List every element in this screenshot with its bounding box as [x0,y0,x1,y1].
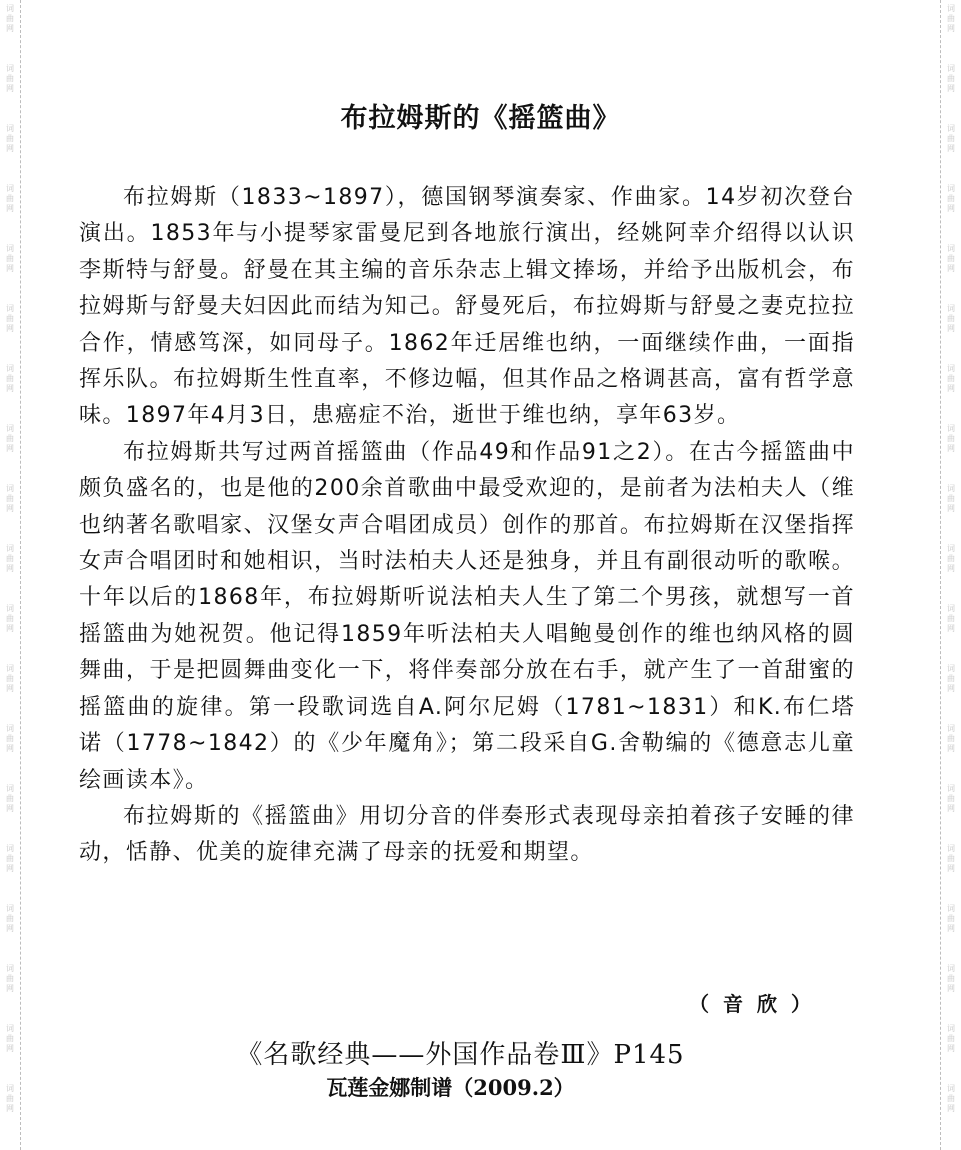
watermark-char: 网 [6,864,14,873]
watermark-mark [3,424,17,454]
watermark-char: 曲 [947,194,955,203]
watermark-char: 词 [947,124,955,133]
watermark-char: 词 [6,184,14,193]
watermark-char: 曲 [947,1034,955,1043]
watermark-char: 词 [947,364,955,373]
watermark-char: 词 [947,964,955,973]
watermark-mark [3,544,17,574]
watermark-char: 网 [6,24,14,33]
watermark-char: 词 [6,964,14,973]
watermark-char: 网 [6,984,14,993]
watermark-char: 网 [947,504,955,513]
watermark-mark [3,64,17,94]
watermark-char: 曲 [6,494,14,503]
watermark-char: 词 [947,544,955,553]
watermark-char: 网 [947,924,955,933]
watermark-char: 曲 [947,134,955,143]
watermark-char: 曲 [6,14,14,23]
author-signature: （音欣） [689,992,825,1016]
watermark-char: 网 [6,1104,14,1113]
watermark-char: 曲 [6,554,14,563]
watermark-mark [944,904,958,934]
watermark-char: 曲 [947,794,955,803]
watermark-mark [944,544,958,574]
watermark-char: 网 [6,1044,14,1053]
watermark-char: 词 [6,844,14,853]
watermark-char: 曲 [6,194,14,203]
watermark-char: 网 [6,384,14,393]
watermark-char: 网 [6,624,14,633]
watermark-char: 曲 [947,614,955,623]
watermark-char: 词 [6,4,14,13]
watermark-mark [944,484,958,514]
watermark-char: 词 [6,784,14,793]
watermark-char: 曲 [947,854,955,863]
watermark-mark [3,964,17,994]
watermark-char: 词 [6,364,14,373]
watermark-char: 词 [947,244,955,253]
watermark-char: 词 [6,424,14,433]
watermark-char: 词 [947,664,955,673]
watermark-char: 网 [6,324,14,333]
watermark-mark [944,364,958,394]
watermark-char: 网 [947,444,955,453]
watermark-mark [944,304,958,334]
watermark-char: 曲 [947,554,955,563]
watermark-char: 词 [6,904,14,913]
watermark-mark [3,484,17,514]
watermark-char: 词 [6,64,14,73]
watermark-char: 网 [947,984,955,993]
watermark-mark [944,964,958,994]
watermark-char: 词 [6,604,14,613]
watermark-mark [3,604,17,634]
watermark-char: 词 [947,844,955,853]
watermark-char: 词 [6,244,14,253]
watermark-char: 网 [6,684,14,693]
watermark-mark [3,364,17,394]
score-credit: 瓦莲金娜制谱（2009.2） [326,1075,575,1100]
watermark-char: 词 [947,304,955,313]
watermark-char: 词 [947,724,955,733]
watermark-char: 词 [6,544,14,553]
watermark-char: 曲 [947,494,955,503]
watermark-char: 词 [947,64,955,73]
watermark-char: 网 [6,144,14,153]
watermark-char: 词 [6,724,14,733]
watermark-mark [944,784,958,814]
watermark-char: 词 [6,304,14,313]
watermark-char: 网 [947,804,955,813]
watermark-mark [3,184,17,214]
watermark-char: 曲 [947,434,955,443]
watermark-char: 曲 [947,674,955,683]
watermark-char: 曲 [6,794,14,803]
watermark-char: 网 [6,924,14,933]
watermark-char: 网 [947,864,955,873]
watermark-mark [3,724,17,754]
watermark-char: 网 [6,264,14,273]
watermark-char: 曲 [947,734,955,743]
watermark-mark [944,64,958,94]
watermark-mark [944,724,958,754]
article-body [79,180,855,872]
watermark-char: 网 [947,1044,955,1053]
watermark-char: 网 [6,444,14,453]
watermark-char: 词 [947,784,955,793]
watermark-char: 曲 [6,1094,14,1103]
watermark-char: 网 [947,564,955,573]
watermark-char: 曲 [947,14,955,23]
watermark-mark [3,304,17,334]
watermark-mark [944,184,958,214]
watermark-char: 曲 [947,914,955,923]
watermark-char: 词 [6,664,14,673]
watermark-char: 词 [6,1084,14,1093]
watermark-char: 曲 [947,1094,955,1103]
watermark-char: 网 [6,564,14,573]
paragraph-biography: 布拉姆斯（1833~1897），德国钢琴演奏家、作曲家。14岁初次登台演出。1853年与小提琴家雷曼尼到各地旅行演出，经姚阿幸介绍得以认识李斯特与舒曼。舒曼在其主编的音乐杂志上辑文捧场，并给予出版机会，布拉姆斯与舒曼夫妇因此而结为知己。舒曼死后，布拉姆斯与舒曼之妻克拉拉合作，情感笃深，如同母子。1862年迁居维也纳，一面继续作曲，一面指挥乐队。布拉姆斯生性直率，不修边幅，但其作品之格调甚高，富有哲学意味。1897年4月3日，患癌症不治，逝世于维也纳，享年63岁。 [79,185,855,429]
watermark-char: 网 [6,504,14,513]
watermark-char: 网 [947,24,955,33]
watermark-char: 词 [947,4,955,13]
watermark-char: 曲 [947,74,955,83]
watermark-char: 曲 [6,74,14,83]
right-margin-strip [940,0,961,1150]
watermark-char: 网 [947,384,955,393]
watermark-mark [944,844,958,874]
watermark-char: 词 [947,424,955,433]
watermark-char: 曲 [6,674,14,683]
watermark-char: 词 [947,184,955,193]
watermark-char: 曲 [6,854,14,863]
watermark-char: 曲 [947,314,955,323]
source-citation: 《名歌经典——外国作品卷Ⅲ》P145 [236,1040,685,1070]
watermark-mark [944,424,958,454]
watermark-char: 词 [947,484,955,493]
watermark-char: 词 [947,1084,955,1093]
watermark-char: 曲 [6,914,14,923]
watermark-char: 词 [6,484,14,493]
watermark-mark [3,664,17,694]
watermark-char: 词 [947,904,955,913]
watermark-mark [3,244,17,274]
watermark-mark [3,784,17,814]
watermark-char: 词 [6,124,14,133]
watermark-char: 曲 [6,434,14,443]
watermark-char: 网 [6,804,14,813]
watermark-char: 网 [6,204,14,213]
watermark-char: 词 [947,604,955,613]
watermark-mark [3,904,17,934]
paragraph-history: 布拉姆斯共写过两首摇篮曲（作品49和作品91之2）。在古今摇篮曲中颇负盛名的，也是他的200余首歌曲中最受欢迎的，是前者为法柏夫人（维也纳著名歌唱家、汉堡女声合唱团成员）创作的那首。布拉姆斯在汉堡指挥女声合唱团时和她相识，当时法柏夫人还是独身，并且有副很动听的歌喉。十年以后的1868年，布拉姆斯听说法柏夫人生了第二个男孩，就想写一首摇篮曲为她祝贺。他记得1859年听法柏夫人唱鲍曼创作的维也纳风格的圆舞曲，于是把圆舞曲变化一下，将伴奏部分放在右手，就产生了一首甜蜜的摇篮曲的旋律。第一段歌词选自A.阿尔尼姆（1781~1831）和K.布仁塔诺（1778~1842）的《少年魔角》；第二段采自G.舍勒编的《德意志儿童绘画读本》。 [79,439,855,793]
watermark-char: 网 [947,204,955,213]
watermark-char: 网 [947,324,955,333]
watermark-char: 曲 [947,974,955,983]
watermark-char: 词 [947,1024,955,1033]
watermark-char: 网 [947,624,955,633]
watermark-char: 曲 [6,974,14,983]
watermark-mark [3,844,17,874]
page-title: 布拉姆斯的《摇篮曲》 [340,103,621,134]
watermark-char: 网 [6,744,14,753]
watermark-mark [944,244,958,274]
watermark-char: 曲 [6,374,14,383]
left-margin-strip [0,0,21,1150]
watermark-char: 网 [947,1104,955,1113]
watermark-mark [3,4,17,34]
watermark-char: 词 [6,1024,14,1033]
watermark-char: 曲 [947,254,955,263]
watermark-mark [944,664,958,694]
watermark-char: 网 [947,144,955,153]
watermark-char: 网 [947,744,955,753]
watermark-mark [944,604,958,634]
watermark-char: 曲 [6,1034,14,1043]
watermark-char: 曲 [6,314,14,323]
watermark-char: 网 [947,84,955,93]
watermark-char: 曲 [6,614,14,623]
watermark-char: 曲 [947,374,955,383]
paragraph-description: 布拉姆斯的《摇篮曲》用切分音的伴奏形式表现母亲拍着孩子安睡的律动，恬静、优美的旋律充满了母亲的抚爱和期望。 [79,803,855,866]
watermark-char: 网 [947,264,955,273]
watermark-char: 曲 [6,254,14,263]
watermark-char: 曲 [6,734,14,743]
watermark-char: 网 [6,84,14,93]
watermark-mark [944,4,958,34]
watermark-char: 网 [947,684,955,693]
watermark-char: 曲 [6,134,14,143]
